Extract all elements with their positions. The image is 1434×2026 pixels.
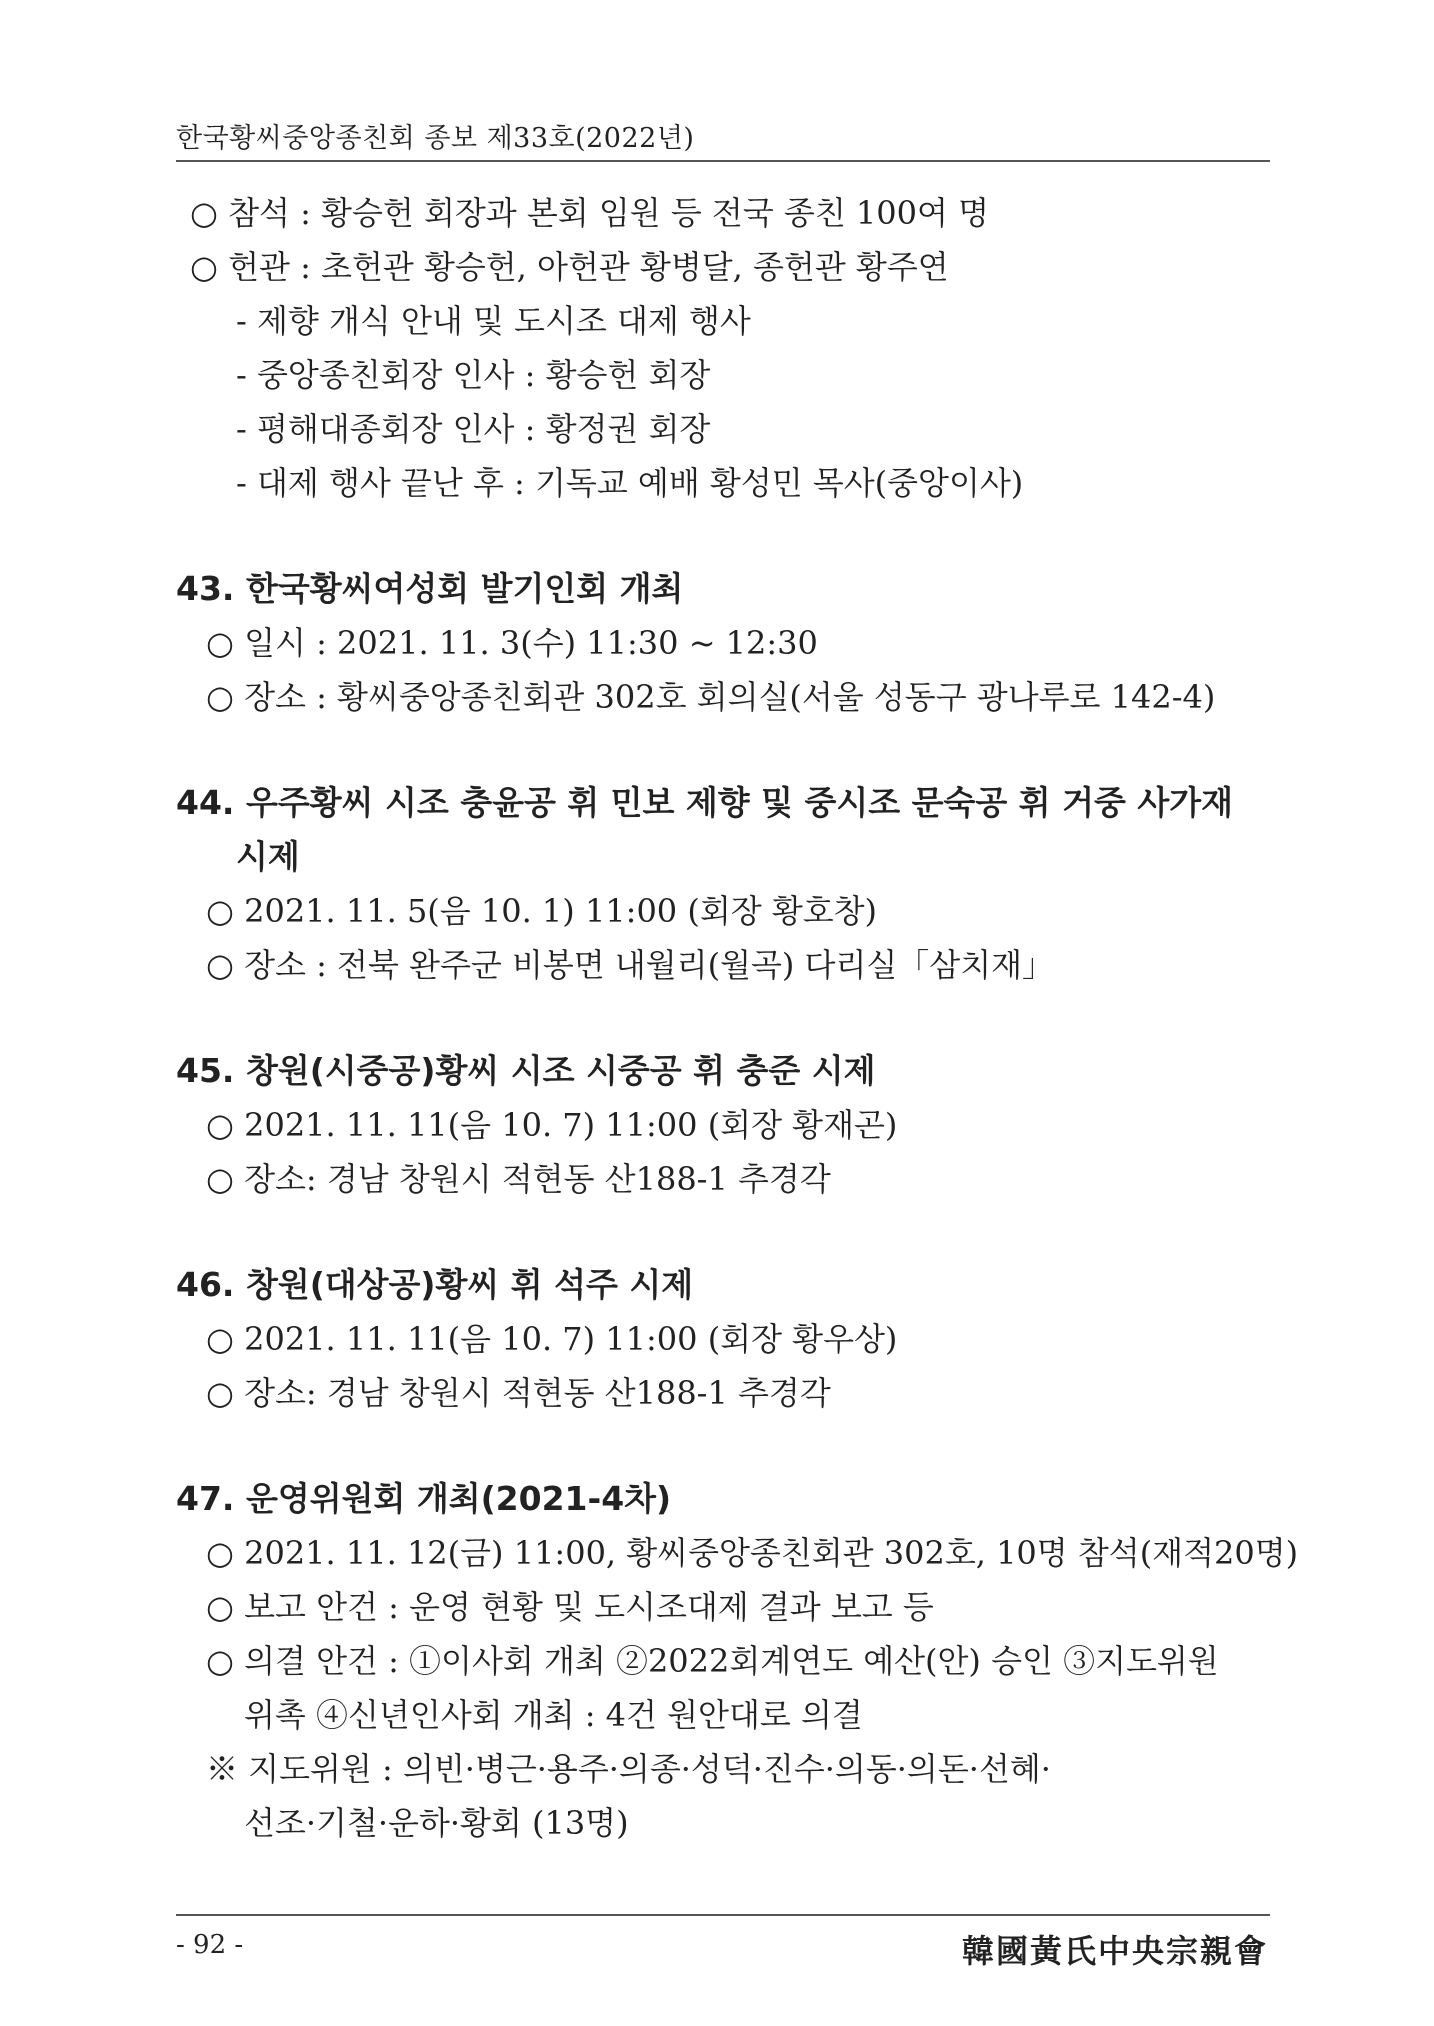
section-item: ○ 장소: 경남 창원시 적현동 산188-1 추경각 [206,1160,831,1198]
section-45 [176,1044,1276,1206]
intro-block [176,186,1276,510]
section-46 [176,1258,1276,1420]
section-item: ○ 장소: 경남 창원시 적현동 산188-1 추경각 [206,1374,831,1412]
section-heading: 45. 창원(시중공)황씨 시조 시중공 휘 충준 시제 [176,1051,876,1090]
section-item: ○ 장소 : 황씨중앙종친회관 302호 회의실(서울 성동구 광나루로 142-4) [206,678,1216,716]
intro-line: ○ 헌관 : 초헌관 황승헌, 아헌관 황병달, 종헌관 황주연 [190,248,949,286]
section-heading: 47. 운영위원회 개최(2021-4차) [176,1479,672,1518]
section-heading [176,776,1276,884]
section-item: ○ 보고 안건 : 운영 현황 및 도시조대제 결과 보고 등 [206,1588,934,1626]
section-heading: 46. 창원(대상공)황씨 휘 석주 시제 [176,1265,694,1304]
section-43 [176,562,1276,724]
page-header-title: 한국황씨중앙종친회 종보 제33호(2022년) [176,123,695,154]
section-44 [176,776,1276,992]
intro-line: - 중앙종친회장 인사 : 황승헌 회장 [236,356,711,394]
header-rule [176,160,1270,162]
section-item: ○ 장소 : 전북 완주군 비봉면 내월리(월곡) 다리실「삼치재」 [206,946,1055,984]
intro-line: ○ 참석 : 황승헌 회장과 본회 임원 등 전국 종친 100여 명 [190,194,990,232]
intro-line: - 대제 행사 끝난 후 : 기독교 예배 황성민 목사(중앙이사) [236,464,1024,502]
section-item: ○ 일시 : 2021. 11. 3(수) 11:30 ~ 12:30 [206,624,818,662]
section-note-continuation: 선조·기철·운하·황회 (13명) [244,1804,629,1842]
section-note: ※ 지도위원 : 의빈·병근·용주·의종·성덕·진수·의동·의돈·선혜· [206,1750,1051,1788]
document-body [176,186,1299,1850]
section-item: ○ 2021. 11. 5(음 10. 1) 11:00 (회장 황호창) [206,892,878,930]
section-item: ○ 2021. 11. 12(금) 11:00, 황씨중앙종친회관 302호, 10명 참석(재적20명) [206,1534,1299,1572]
footer-rule [176,1914,1270,1916]
section-heading-text: 44. 우주황씨 시조 충윤공 휘 민보 제향 및 중시조 문숙공 휘 거중 사가재 [176,783,1234,822]
intro-line: - 평해대종회장 인사 : 황정권 회장 [236,410,711,448]
section-item: ○ 2021. 11. 11(음 10. 7) 11:00 (회장 황재곤) [206,1106,898,1144]
section-heading: 43. 한국황씨여성회 발기인회 개최 [176,569,684,608]
section-item-continuation: 위촉 ④신년인사회 개최 : 4건 원안대로 의결 [244,1696,863,1734]
page-number: - 92 - [176,1930,244,1960]
section-item: ○ 2021. 11. 11(음 10. 7) 11:00 (회장 황우상) [206,1320,898,1358]
intro-line: - 제향 개식 안내 및 도시조 대제 행사 [236,302,751,340]
section-47 [176,1472,1299,1850]
section-item: ○ 의결 안건 : ①이사회 개최 ②2022회계연도 예산(안) 승인 ③지도위원 [206,1642,1219,1680]
organization-name: 韓國黃氏中央宗親會 [961,1932,1268,1970]
section-heading-continuation: 시제 [236,837,300,876]
